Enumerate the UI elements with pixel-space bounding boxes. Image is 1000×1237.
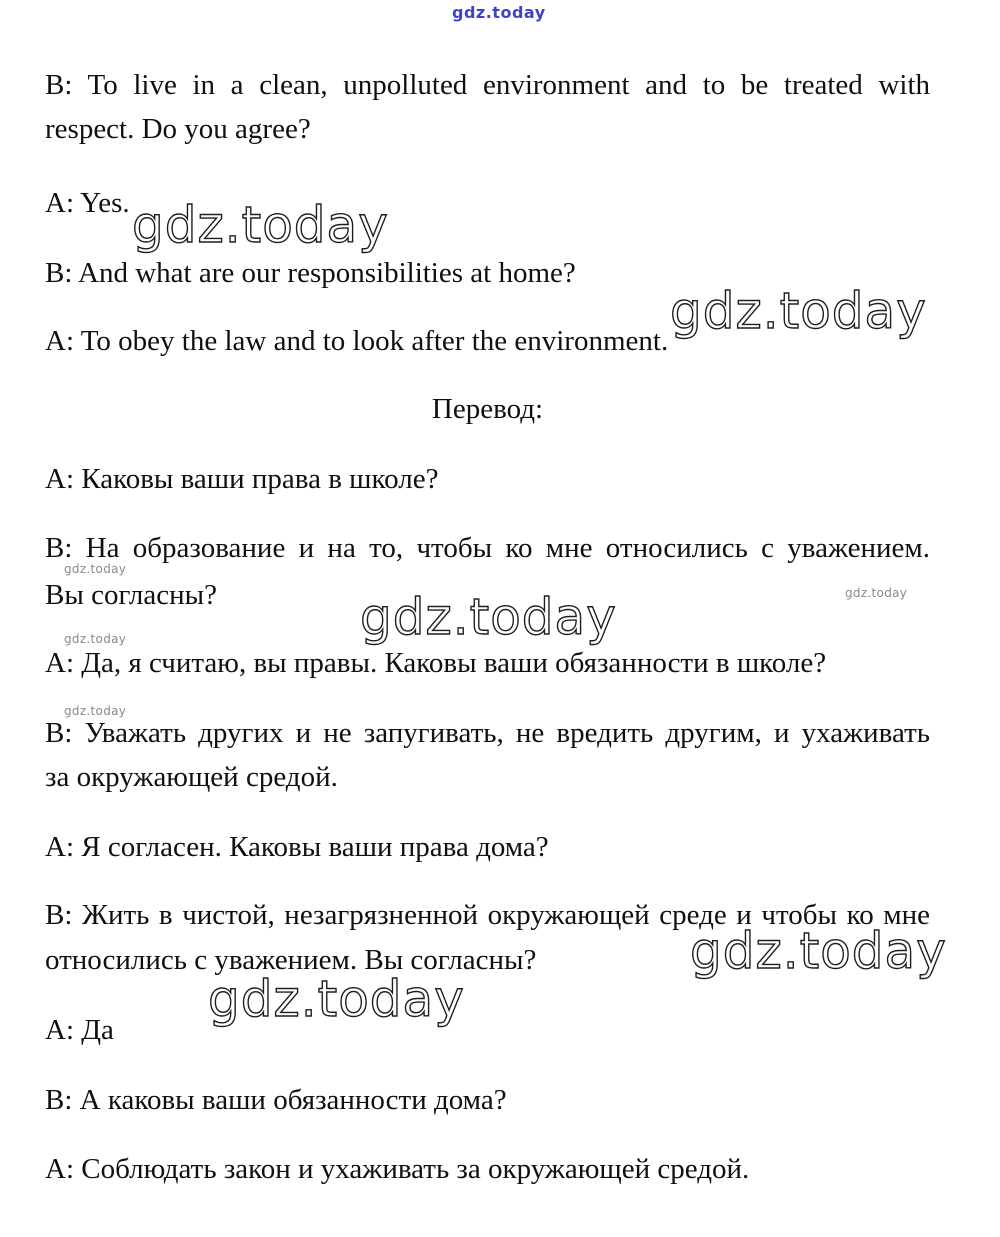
dialogue-ru-b1-line1: B: На образование и на то, чтобы ко мне относились с уважением. [45,532,930,564]
dialogue-en-a2: A: To obey the law and to look after the environment. [45,325,669,357]
dialogue-ru-b4: B: А каковы ваши обязанности дома? [45,1084,507,1116]
dialogue-ru-a5: A: Соблюдать закон и ухаживать за окружающей средой. [45,1153,750,1185]
dialogue-ru-a1: A: Каковы ваши права в школе? [45,463,439,495]
dialogue-en-b1-line2: respect. Do you agree? [45,113,311,145]
dialogue-en-b1-line1: B: To live in a clean, unpolluted environment and to be treated with [45,69,930,101]
dialogue-ru-a2: A: Да, я считаю, вы правы. Каковы ваши обязанности в школе? [45,647,827,679]
site-watermark-small-right: gdz.today [845,586,908,600]
site-watermark-large-5: gdz.today [208,970,465,1028]
translation-heading: Перевод: [431,393,544,425]
site-watermark-small-3: gdz.today [64,704,127,718]
dialogue-ru-b1-line2: Вы согласны? [45,579,217,611]
dialogue-ru-b3-line2: относились с уважением. Вы согласны? [45,944,537,976]
site-watermark-large-2: gdz.today [670,282,927,340]
dialogue-ru-b2-line1: B: Уважать других и не запугивать, не вредить другим, и ухаживать [45,717,930,749]
dialogue-ru-a3: A: Я согласен. Каковы ваши права дома? [45,831,549,863]
site-watermark-small-2: gdz.today [64,632,127,646]
dialogue-en-b2: B: And what are our responsibilities at home? [45,257,576,289]
site-watermark-top: gdz.today [452,3,546,22]
dialogue-ru-b2-line2: за окружающей средой. [45,761,338,793]
site-watermark-large-3: gdz.today [360,588,617,646]
dialogue-ru-b3-line1: B: Жить в чистой, незагрязненной окружающей среде и чтобы ко мне [45,899,930,931]
dialogue-en-a1: A: Yes. [45,187,130,219]
dialogue-ru-a4: A: Да [45,1014,114,1046]
site-watermark-large-1: gdz.today [132,196,389,254]
site-watermark-small-1: gdz.today [64,562,127,576]
site-watermark-large-4: gdz.today [690,922,947,980]
